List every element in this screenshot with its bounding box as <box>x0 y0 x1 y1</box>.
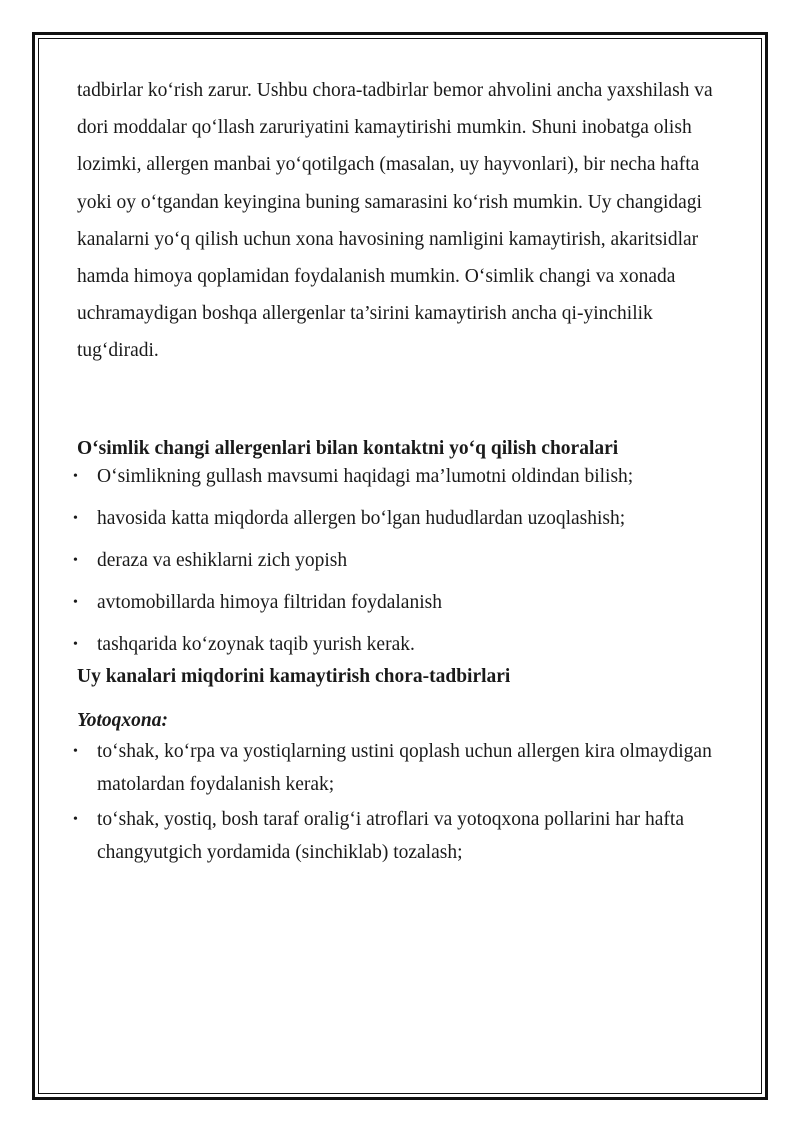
pollen-section-heading: O‘simlik changi allergenlari bilan kontaktni yo‘q qilish choralari <box>77 437 619 459</box>
bullet-icon: • <box>73 636 78 652</box>
bullet-icon: • <box>73 468 78 484</box>
list-item-text: tashqarida ko‘zoynak taqib yurish kerak. <box>97 633 415 655</box>
pollen-measures-list <box>73 463 717 659</box>
list-item-text: deraza va eshiklarni zich yopish <box>97 549 348 571</box>
list-item-text: havosida katta miqdorda allergen bo‘lgan hududlardan uzoqlashish; <box>97 507 626 529</box>
bullet-icon: • <box>73 510 78 526</box>
bullet-icon: • <box>73 811 78 827</box>
list-item-text: to‘shak, ko‘rpa va yostiqlarning ustini qoplash uchun allergen kira olmaydigan matolardan foydalanish kerak; <box>97 740 712 795</box>
bedroom-subheading: Yotoqxona: <box>77 709 169 731</box>
list-item <box>73 547 717 575</box>
bullet-icon: • <box>73 743 78 759</box>
list-item <box>73 505 717 533</box>
list-item <box>73 803 717 869</box>
list-item-text: avtomobillarda himoya filtridan foydalanish <box>97 591 442 613</box>
bullet-icon: • <box>73 552 78 568</box>
list-item <box>73 463 717 491</box>
list-item <box>73 735 717 801</box>
list-item <box>73 631 717 659</box>
bedroom-measures-list <box>73 735 717 869</box>
intro-paragraph: tadbirlar ko‘rish zarur. Ushbu chora-tadbirlar bemor ahvolini ancha yaxshilash va dori moddalar qo‘llash zaruriyatini kamaytirishi mumkin. Shuni inobatga olish lozimki, allergen manbai yo‘qotilgach (masalan, uy hayvonlari), bir necha hafta yoki oy o‘tgandan keyingina buning samarasini ko‘rish mumkin. Uy changidagi kanalarni yo‘q qilish uchun xona havosining namligini kamaytirish, akaritsidlar hamda himoya qoplamidan foydalanish mumkin. O‘simlik changi va xonada uchramaydigan boshqa allergenlar ta’sirini kamaytirish ancha qi-yinchilik tug‘diradi. <box>77 80 713 362</box>
list-item <box>73 589 717 617</box>
mite-section-heading: Uy kanalari miqdorini kamaytirish chora-tadbirlari <box>77 665 511 687</box>
document-body <box>73 72 717 871</box>
list-item-text: to‘shak, yostiq, bosh taraf oralig‘i atroflari va yotoqxona pollarini har hafta changyutgich yordamida (sinchiklab) tozalash; <box>97 808 684 863</box>
bullet-icon: • <box>73 594 78 610</box>
list-item-text: O‘simlikning gullash mavsumi haqidagi ma’lumotni oldindan bilish; <box>97 465 634 487</box>
